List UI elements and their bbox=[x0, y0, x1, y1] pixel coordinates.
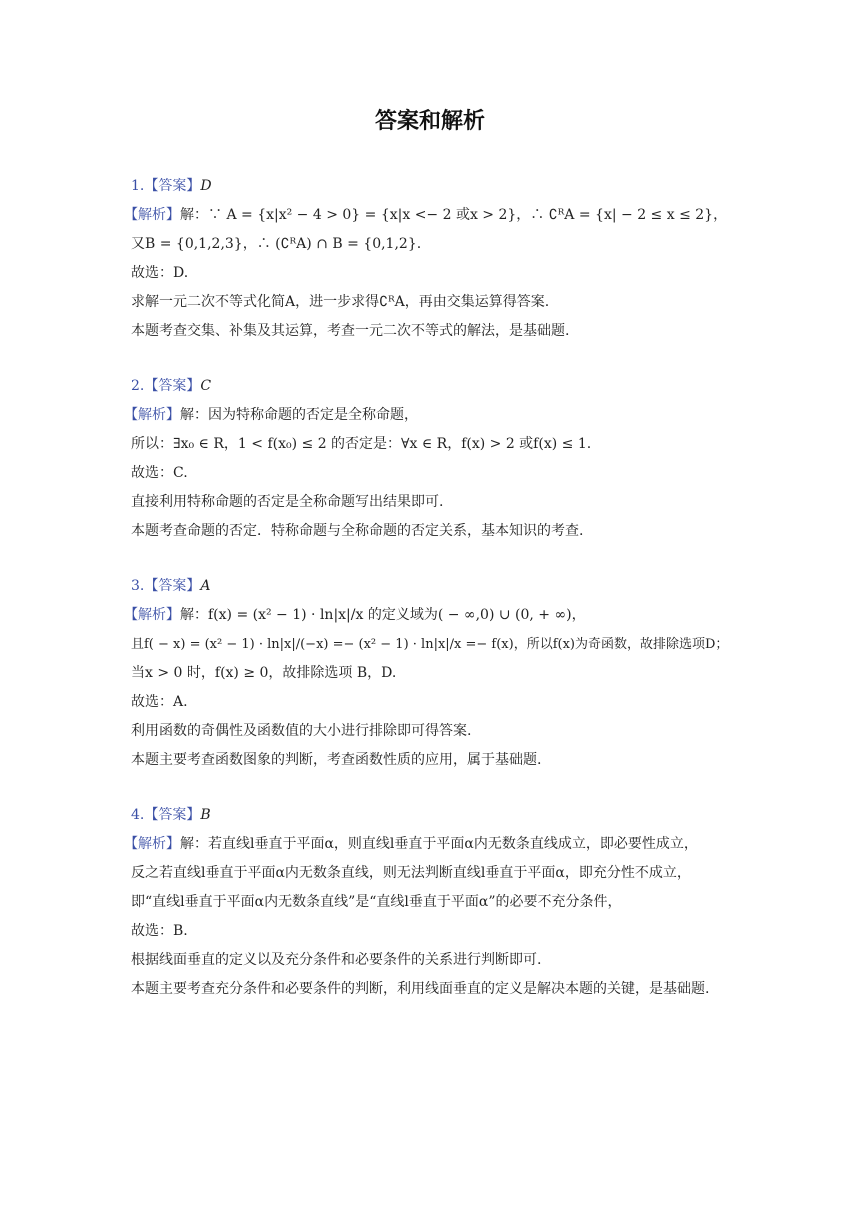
analysis-line: 故选：C. bbox=[131, 465, 188, 481]
question-number: 4. bbox=[131, 807, 145, 823]
analysis-line: 所以：∃x₀ ∈ R，1 < f(x₀) ≤ 2 的否定是：∀x ∈ R，f(x) > 2 或f(x) ≤ 1. bbox=[131, 436, 592, 452]
analysis-line: 当x > 0 时，f(x) ≥ 0，故排除选项 B，D. bbox=[131, 665, 397, 681]
analysis-line: 即“直线l垂直于平面α内无数条直线”是“直线l垂直于平面α”的必要不充分条件， bbox=[131, 894, 622, 910]
analysis-line: 又B = {0,1,2,3}，∴ (∁ᴿA) ∩ B = {0,1,2}. bbox=[131, 236, 422, 252]
analysis-line: 利用函数的奇偶性及函数值的大小进行排除即可得答案. bbox=[131, 723, 472, 739]
analysis-line: 求解一元二次不等式化简A，进一步求得∁ᴿA，再由交集运算得答案. bbox=[131, 294, 550, 310]
analysis-line: 本题主要考查充分条件和必要条件的判断，利用线面垂直的定义是解决本题的关键，是基础题. bbox=[131, 981, 710, 997]
page-title: 答案和解析 bbox=[374, 109, 485, 134]
analysis-line: 直接利用特称命题的否定是全称命题写出结果即可. bbox=[131, 494, 444, 510]
analysis-label: 【解析】 bbox=[124, 607, 180, 623]
answer-line bbox=[131, 801, 741, 830]
analysis-label: 【解析】 bbox=[124, 836, 180, 852]
question-1 bbox=[124, 172, 741, 346]
question-3 bbox=[124, 572, 741, 775]
answer-line bbox=[131, 372, 741, 401]
answer-label: 【答案】 bbox=[144, 578, 201, 594]
answer-value: C bbox=[200, 378, 212, 394]
analysis-line bbox=[124, 401, 741, 430]
analysis-line: 本题考查交集、补集及其运算，考查一元二次不等式的解法，是基础题. bbox=[131, 323, 570, 339]
analysis-text: 解：f(x) = (x² − 1) · ln|x|/x 的定义域为( − ∞,0) ∪ (0, + ∞)， bbox=[180, 607, 586, 623]
question-4 bbox=[124, 801, 741, 1004]
analysis-line: 故选：B. bbox=[131, 923, 188, 939]
analysis-line: 本题主要考查函数图象的判断，考查函数性质的应用，属于基础题. bbox=[131, 752, 542, 768]
answer-line bbox=[131, 572, 741, 601]
answer-label: 【答案】 bbox=[144, 178, 201, 194]
answer-line bbox=[131, 172, 741, 201]
analysis-line bbox=[124, 201, 741, 230]
question-number: 3. bbox=[131, 578, 145, 594]
analysis-text: 解：若直线l垂直于平面α，则直线l垂直于平面α内无数条直线成立，即必要性成立， bbox=[180, 836, 698, 852]
answer-value: A bbox=[200, 578, 211, 594]
answer-label: 【答案】 bbox=[144, 378, 201, 394]
analysis-line bbox=[124, 830, 741, 859]
question-number: 2. bbox=[131, 378, 145, 394]
question-2 bbox=[124, 372, 741, 546]
answer-value: B bbox=[200, 807, 211, 823]
question-number: 1. bbox=[131, 178, 145, 194]
analysis-label: 【解析】 bbox=[124, 207, 180, 223]
answer-list bbox=[124, 172, 741, 1030]
analysis-text: 解：∵ A = {x|x² − 4 > 0} = {x|x <− 2 或x > 2}，∴ ∁ᴿA = {x| − 2 ≤ x ≤ 2}， bbox=[180, 207, 728, 223]
analysis-line: 且f( − x) = (x² − 1) · ln|x|/(−x) =− (x² − 1) · ln|x|/x =− f(x)，所以f(x)为奇函数，故排除选项D； bbox=[131, 637, 729, 652]
analysis-line: 根据线面垂直的定义以及充分条件和必要条件的关系进行判断即可. bbox=[131, 952, 542, 968]
analysis-text: 解：因为特称命题的否定是全称命题， bbox=[180, 407, 418, 423]
answer-label: 【答案】 bbox=[144, 807, 201, 823]
analysis-label: 【解析】 bbox=[124, 407, 180, 423]
analysis-line bbox=[124, 601, 741, 630]
answer-value: D bbox=[200, 178, 212, 194]
analysis-line: 本题考查命题的否定．特称命题与全称命题的否定关系，基本知识的考查. bbox=[131, 523, 584, 539]
analysis-line: 故选：A. bbox=[131, 694, 188, 710]
analysis-line: 故选：D. bbox=[131, 265, 189, 281]
analysis-line: 反之若直线l垂直于平面α内无数条直线，则无法判断直线l垂直于平面α，即充分性不成立， bbox=[131, 865, 691, 881]
